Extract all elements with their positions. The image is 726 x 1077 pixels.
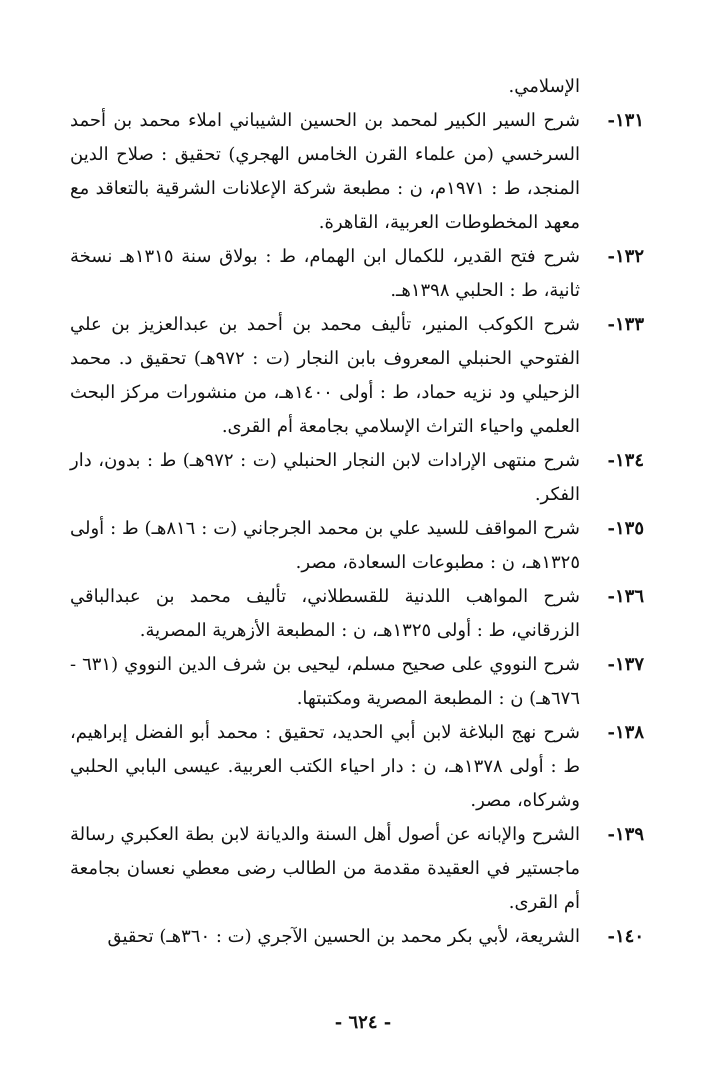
continuation-text: الإسلامي. — [508, 76, 580, 97]
entry-text: شرح المواهب اللدنية للقسطلاني، تأليف محمد بن عبدالباقي الزرقاني، ط : أولى ١٣٢٥هـ، ن : المطبعة الأزهرية المصرية. — [70, 586, 580, 641]
entry-text: الشرح والإبانه عن أصول أهل السنة والديانة لابن بطة العكبري رسالة ماجستير في العقيدة مقدمة من الطالب رضى معطي نعسان بجامعة أم القرى. — [70, 824, 580, 913]
entry-number: ١٣٩- — [607, 824, 644, 845]
bibliography-entry-136 — [70, 580, 644, 648]
entry-text: شرح النووي على صحيح مسلم، ليحيى بن شرف الدين النووي (٦٣١ - ٦٧٦هـ) ن : المطبعة المصرية ومكتبتها. — [70, 654, 580, 709]
bibliography-entry-134 — [70, 444, 644, 512]
bibliography-entry-131 — [70, 104, 644, 240]
bibliography-entry-137 — [70, 648, 644, 716]
entry-number: ١٣٨- — [607, 722, 644, 743]
entry-text: شرح السير الكبير لمحمد بن الحسين الشيباني املاء محمد بن أحمد السرخسي (من علماء القرن الخامس الهجري) تحقيق : صلاح الدين المنجد، ط : ١٩٧١م، ن : مطبعة شركة الإعلانات الشرقية بالتعاقد مع معهد المخطوطات العربية، القاهرة. — [70, 110, 580, 233]
entry-text: الشريعة، لأبي بكر محمد بن الحسين الآجري (ت : ٣٦٠هـ) تحقيق — [107, 926, 580, 947]
bibliography-entry-140 — [70, 920, 644, 954]
bibliography-entry-133 — [70, 308, 644, 444]
entry-text: شرح منتهى الإرادات لابن النجار الحنبلي (ت : ٩٧٢هـ) ط : بدون، دار الفكر. — [70, 450, 580, 505]
entry-number: ١٣٣- — [607, 314, 644, 335]
entry-number: ١٣٧- — [607, 654, 644, 675]
bibliography-entry-135 — [70, 512, 644, 580]
entry-text: شرح الكوكب المنير، تأليف محمد بن أحمد بن عبدالعزيز بن علي الفتوحي الحنبلي المعروف بابن النجار (ت : ٩٧٢هـ) تحقيق د. محمد الزحيلي ود نزيه حماد، ط : أولى ١٤٠٠هـ، من منشورات مركز البحث العلمي واحياء التراث الإسلامي بجامعة أم القرى. — [70, 314, 580, 437]
bibliography-entry-139 — [70, 818, 644, 920]
entry-number: ١٣٢- — [607, 246, 644, 267]
bibliography-entry-132 — [70, 240, 644, 308]
bibliography-list — [70, 70, 644, 954]
entry-text: شرح نهج البلاغة لابن أبي الحديد، تحقيق : محمد أبو الفضل إبراهيم، ط : أولى ١٣٧٨هـ، ن : دار احياء الكتب العربية. عيسى البابي الحلبي وشركاه، مصر. — [70, 722, 580, 811]
entry-number: ١٣١- — [607, 110, 644, 131]
entry-text: شرح فتح القدير، للكمال ابن الهمام، ط : بولاق سنة ١٣١٥هـ نسخة ثانية، ط : الحلبي ١٣٩٨هـ. — [70, 246, 581, 301]
bibliography-entry-138 — [70, 716, 644, 818]
entry-number: ١٤٠- — [607, 926, 644, 947]
page-number: - ٦٢٤ - — [334, 1012, 392, 1033]
entry-number: ١٣٥- — [607, 518, 644, 539]
entry-number: ١٣٦- — [607, 586, 644, 607]
entry-text: شرح المواقف للسيد علي بن محمد الجرجاني (ت : ٨١٦هـ) ط : أولى ١٣٢٥هـ، ن : مطبوعات السعادة، مصر. — [70, 518, 580, 573]
entry-number: ١٣٤- — [607, 450, 644, 471]
